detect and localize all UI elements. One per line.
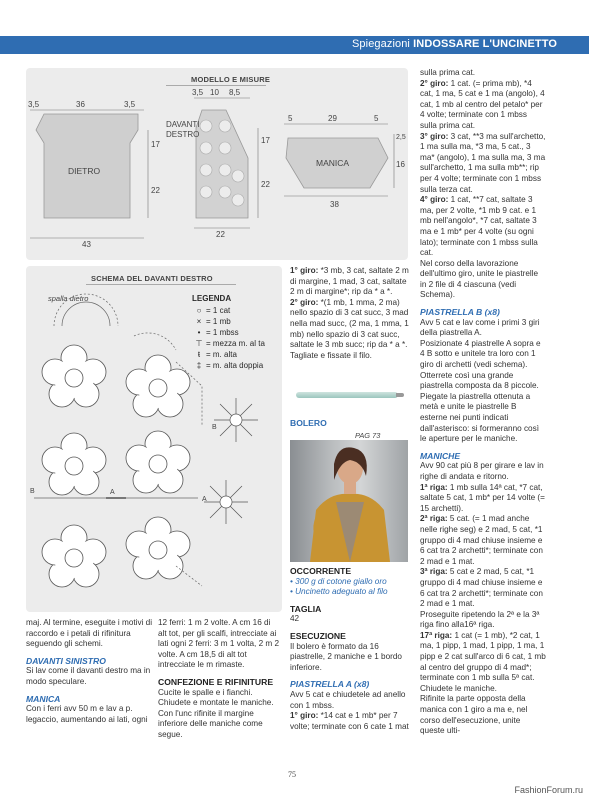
heading-piastrella-a: PIASTRELLA A (x8) <box>290 679 370 690</box>
heading-esecuzione: ESECUZIONE <box>290 630 346 641</box>
bolero-title: BOLERO <box>290 418 327 428</box>
paragraph: Piegate la piastrella ottenuta a metà e unite le piastrelle B esterne nei punti indicati dall'asterisco: si formeranno così le aperture per le maniche. <box>420 391 539 444</box>
dietro-top-1: 3,5 <box>28 100 40 109</box>
davanti-top-2: 10 <box>210 88 219 97</box>
paragraph: Avv 5 cat e lav come i primi 3 giri della piastrella A. <box>420 317 540 338</box>
schema-heading: SCHEMA DEL DAVANTI DESTRO <box>91 274 213 283</box>
paragraph: Proseguite ripetendo la 2ª e la 3ª riga fino alla16ª riga. <box>420 609 540 630</box>
paragraph: 17ª riga: 1 cat (= 1 mb), *2 cat, 1 ma, 1 pipp, 1 mad, 1 pipp, 1 ma, 1 pipp e 2 cat sull'arco di 6 cat, 1 mb al centro del gruppo di 4 mad*; terminate con 1 mb sulla 5ª cat. <box>420 630 546 683</box>
paragraph: 4° giro: 1 cat, **7 cat, saltate 3 ma, per 2 volte, *1 mb 9 cat. e 1 mb nell'angolo*, *7 cat, saltate 3 ma e 1 mb* per 4 volte (su ogni lato); terminate con 1 mbss sulla cat. <box>420 195 538 258</box>
paragraph: 1° giro: *14 cat e 1 mb* per 7 volte; terminate con 6 cate 1 mat <box>290 711 409 731</box>
legend-item: ⊤ = mezza m. al ta <box>195 339 265 348</box>
manica-side-1: 2,5 <box>396 134 406 141</box>
front-schema-diagram <box>26 266 282 612</box>
paragraph: sulla prima cat. <box>420 68 476 77</box>
column-3-top <box>290 266 410 361</box>
marker-a-right: A <box>202 496 207 503</box>
manica-side-2: 16 <box>396 160 405 169</box>
paragraph: 12 ferri: 1 m 2 volte. A cm 16 di alt tot, per gli scalfi, intrecciate ai lati ogni 2 ferri: 3 m 1 volta, 2 m 2 volte. A cm 18,5 di alt tot intrecciate le m rimaste. <box>158 618 280 670</box>
paragraph: Otterrete così una grande piastrella composta da 8 piccole. <box>420 370 539 391</box>
section-title: Spiegazioni INDOSSARE L'UNCINETTO <box>352 38 557 50</box>
dietro-top-3: 3,5 <box>124 100 136 109</box>
davanti-side-2: 22 <box>261 180 270 189</box>
column-2-text <box>158 618 280 741</box>
manica-top-2: 29 <box>328 114 337 123</box>
page-reference: PAG 73 <box>355 431 381 440</box>
manica-label: MANICA <box>316 158 350 168</box>
davanti-side-1: 17 <box>261 136 270 145</box>
model-illustration <box>290 440 408 562</box>
section-header-bar <box>0 36 589 54</box>
paragraph: 2° giro: 1 cat. (= prima mb), *4 cat, 1 ma, 5 cat e 1 ma (angolo), 4 cat, 1 mb al centro del petalo* per 4 volte; terminate con 1 mbss sulla prima cat. <box>420 78 545 130</box>
paragraph: 3ª riga: 5 cat e 2 mad, 5 cat, *1 gruppo di 4 mad chiuse insieme e 6 cat tra 2 archetti*; terminate con 2 mad e 1 mat. <box>420 567 543 609</box>
dietro-label: DIETRO <box>68 166 101 176</box>
paragraph: 1ª riga: 1 mb sulla 14ª cat, *7 cat, saltate 5 cat, 1 mb* per 14 volte (= 15 archetti). <box>420 482 545 513</box>
paragraph: Avv 90 cat più 8 per girare e lav in righe di andata e ritorno. <box>420 461 544 481</box>
measurements-heading: MODELLO E MISURE <box>191 75 271 84</box>
marker-b-right: B <box>212 424 217 431</box>
watermark: FashionForum.ru <box>514 785 583 795</box>
legend-item: × = 1 mb <box>196 317 231 326</box>
paragraph: Si lav come il davanti destro ma in modo speculare. <box>26 666 151 686</box>
paragraph: 2° giro: *(1 mb, 1 mma, 2 ma) nello spazio di 3 cat succ, 3 mad nella mad succ, (2 ma, 1 mma, 1 mb) nello spazio di 3 cat succ, saltate le 3 mb succ; rip da * a *. Tagliate e fissate il filo. <box>290 297 409 360</box>
heading-piastrella-b: PIASTRELLA B (x8) <box>420 307 500 318</box>
paragraph: maj. Al termine, eseguite i motivi di raccordo e i petali di rifinitura seguendo gli schemi. <box>26 618 153 649</box>
legend-item: ‡ = m. alta doppia <box>196 361 264 370</box>
heading-davanti-sinistro: DAVANTI SINISTRO <box>26 655 106 666</box>
paragraph: 2ª riga: 5 cat. (= 1 mad anche nelle righe seg) e 2 mad, 5 cat, *1 gruppo di 4 mad chiuse insieme e 6 cat tra 2 archetti*; terminate con 2 mad e 1 mat. <box>420 514 543 566</box>
davanti-bottom: 22 <box>216 230 225 239</box>
column-3-bottom <box>290 566 410 732</box>
legend-item: ŧ = m. alta <box>197 350 237 359</box>
paragraph: Il bolero è formato da 16 piastrelle, 2 maniche e 1 bordo inferiore. <box>290 641 402 672</box>
legend-item: • = 1 mbss <box>197 328 239 337</box>
paragraph: Rifinite la parte opposta della manica con 1 giro a ma e, nel corso dell'esecuzione, unite queste ulti- <box>420 694 528 736</box>
manica-bottom: 38 <box>330 200 339 209</box>
paragraph: Nel corso della lavorazione dell'ultimo giro, unite le piastrelle in 2 file di 4 ciascuna (vedi Schema). <box>420 258 539 300</box>
column-4-text <box>420 68 546 737</box>
marker-b-left: B <box>30 488 35 495</box>
paragraph: Con i ferri avv 50 m e lav a p. legaccio, aumentando ai lati, ogni <box>26 704 148 724</box>
dietro-side-1: 17 <box>151 140 160 149</box>
heading-taglia: TAGLIA <box>290 603 322 614</box>
paragraph: Cucite le spalle e i fianchi. Chiudete e montate le maniche. Con l'unc rifinite il margine inferiore delle maniche come segue. <box>158 687 274 739</box>
legend <box>192 294 282 371</box>
manica-top-3: 5 <box>374 114 379 123</box>
heading-maniche: MANICHE <box>420 450 461 461</box>
spalla-label: spalla dietro <box>48 294 89 303</box>
manica-top-1: 5 <box>288 114 293 123</box>
marker-a-left: A <box>110 489 115 496</box>
page-number: 75 <box>288 770 296 779</box>
paragraph: Posizionate 4 piastrelle A sopra e 4 B sotto e unitele tra loro con 1 giro di archetti (vedi schema). <box>420 338 541 370</box>
davanti-label: DAVANTI DESTRO <box>166 120 200 139</box>
measurements-diagram <box>26 68 408 260</box>
supply-item: • 300 g di cotone giallo oro <box>290 576 387 586</box>
legend-title: LEGENDA <box>192 294 232 303</box>
paragraph: Chiudete le maniche. <box>420 683 497 693</box>
davanti-top-1: 3,5 <box>192 88 204 97</box>
size-value: 42 <box>290 614 300 624</box>
dietro-top-2: 36 <box>76 100 85 109</box>
crochet-hook-image <box>296 392 398 398</box>
supply-item: • Uncinetto adeguato al filo <box>290 587 388 597</box>
dietro-side-2: 22 <box>151 186 160 195</box>
davanti-top-3: 8,5 <box>229 88 241 97</box>
heading-confezione: CONFEZIONE E RIFINITURE <box>158 676 274 687</box>
legend-item: ○ = 1 cat <box>196 306 231 315</box>
dietro-bottom: 43 <box>82 240 91 249</box>
model-photo <box>290 440 408 562</box>
paragraph: Avv 5 cat e chiudetele ad anello con 1 mbss. <box>290 689 406 710</box>
heading-manica: MANICA <box>26 693 61 704</box>
paragraph: 1° giro: *3 mb, 3 cat, saltate 2 m di margine, 1 mad, 3 cat, saltate 2 m di margine*; rip da * a *. <box>290 266 409 297</box>
heading-occorrente: OCCORRENTE <box>290 566 352 576</box>
column-1-text <box>26 618 154 725</box>
paragraph: 3° giro: 3 cat, **3 ma sull'archetto, 1 ma sulla ma, *3 ma, 5 cat., 3 ma* (angolo), 1 ma sulla ma, 3 ma sull'archetto, 1 ma sulla mb**; rip per 4 volte; terminate con 1 mbss sulla terza cat. <box>420 131 546 194</box>
